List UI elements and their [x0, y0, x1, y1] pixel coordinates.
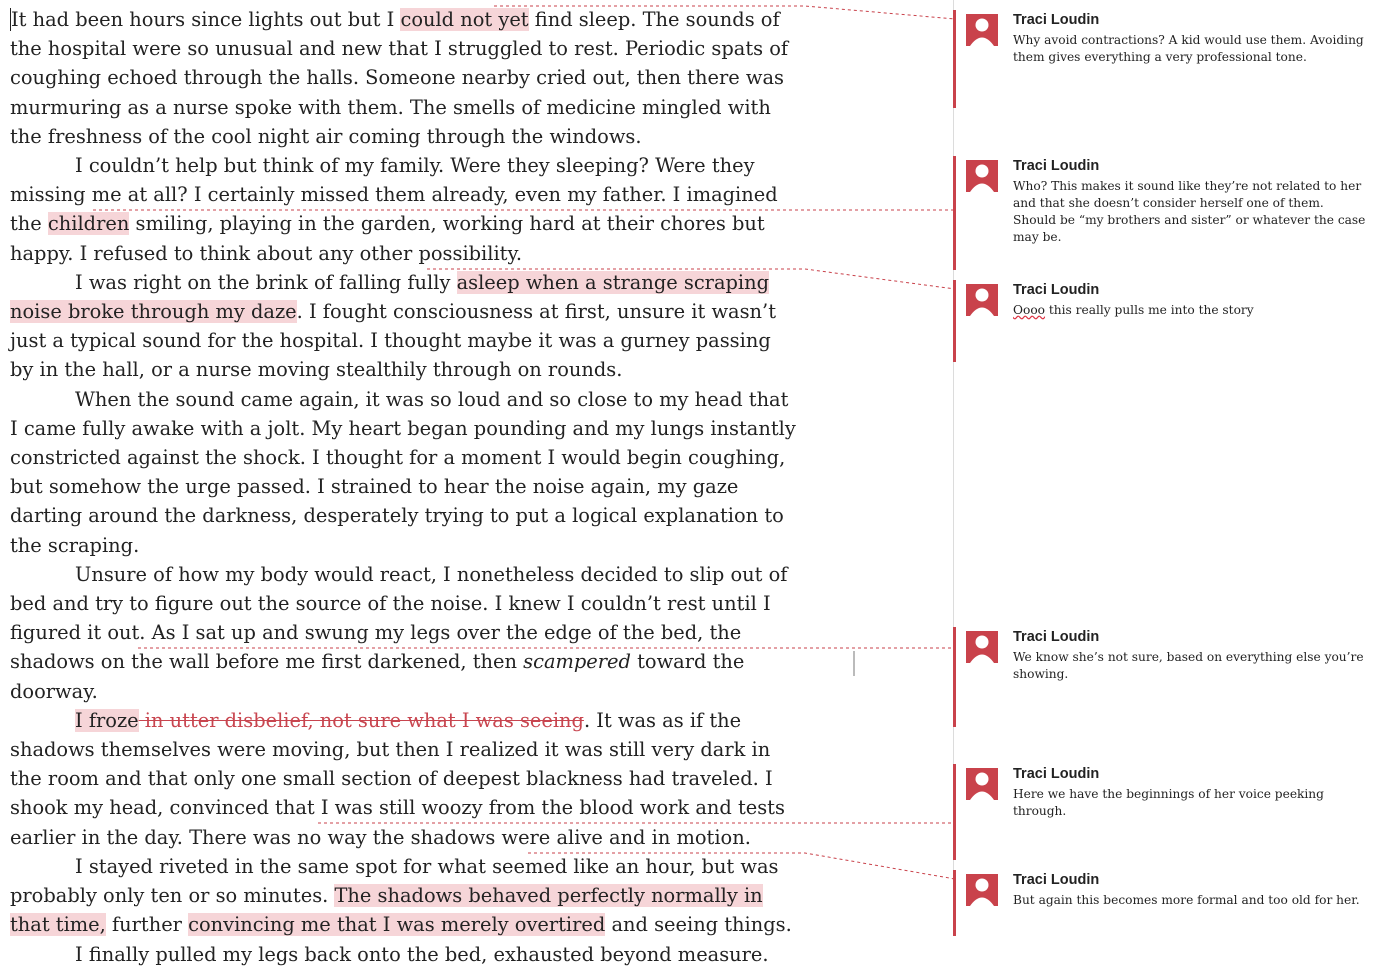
comment-3[interactable] — [953, 280, 1373, 362]
comment-bar — [953, 10, 956, 108]
user-avatar-icon — [966, 631, 998, 663]
paragraph-4: When the sound came again, it was so loud and so close to my head that I came fully awake with a jolt. My heart began pounding and my lungs instantly constricted against the shock. I thought for a moment I would begin coughing, but somehow the urge passed. I strained to hear the noise again, my gaze darting around the darkness, desperately trying to put a logical explanation to the scraping. — [10, 387, 796, 557]
paragraph-3: I was right on the brink of falling fully asleep when a strange scraping noise broke through my daze. I fought consciousness at first, unsure it wasn’t just a typical sound for the hospital. I thought maybe it was a gurney passing by in the hall, or a nurse moving stealthily through on rounds. — [10, 270, 777, 382]
comment-author: Traci Loudin — [1013, 158, 1100, 174]
user-avatar-icon — [966, 874, 998, 906]
comment-bar — [953, 627, 956, 727]
comment-author: Traci Loudin — [1013, 629, 1100, 645]
comment-author: Traci Loudin — [1013, 766, 1100, 782]
comment-text: Here we have the beginnings of her voice peeking through. — [1013, 787, 1324, 818]
comment-6[interactable] — [953, 870, 1373, 936]
paragraph-5: Unsure of how my body would react, I nonetheless decided to slip out of bed and try to figure out the source of the noise. I knew I couldn’t rest until I figured it out. As I sat up and swung my legs over the edge of the bed, the shadows on the wall before me first darkened, then scampered toward the doorway. — [10, 562, 788, 703]
comment-text: We know she’s not sure, based on everything else you’re showing. — [1013, 650, 1364, 681]
emphasis-text: scampered — [523, 650, 631, 674]
comment-bar — [953, 156, 956, 270]
comment-5[interactable] — [953, 764, 1373, 860]
comment-author: Traci Loudin — [1013, 12, 1100, 28]
comment-text: Oooo this really pulls me into the story — [1013, 303, 1254, 317]
comment-2[interactable] — [953, 156, 1373, 270]
connector-6 — [528, 853, 955, 879]
user-avatar-icon — [966, 284, 998, 316]
comment-text: Why avoid contractions? A kid would use them. Avoiding them gives everything a very professional tone. — [1013, 33, 1364, 64]
comment-bar — [953, 280, 956, 362]
comment-text: Who? This makes it sound like they’re not related to her and that she doesn’t consider herself one of them. Should be “my brothers and sister” or whatever the case may be. — [1013, 179, 1366, 244]
comment-anchor-4[interactable]: I froze — [75, 708, 139, 732]
comment-anchor-1[interactable]: could not yet — [400, 8, 529, 31]
user-avatar-icon — [966, 160, 998, 192]
tracked-deletion[interactable]: in utter disbelief, not sure what I was seeing — [138, 708, 584, 732]
connector-3 — [427, 269, 955, 289]
comment-1[interactable] — [953, 10, 1373, 108]
connector-1 — [494, 6, 955, 19]
comment-bar — [953, 764, 956, 860]
paragraph-1: It had been hours since lights out but I could not yet find sleep. The sounds of the hospital were so unusual and new that I struggled to rest. Periodic spats of coughing echoed through the halls. Someone nearby cried out, then there was murmuring as a nurse spoke with them. The smells of medicine mingled with the freshness of the cool night air coming through the windows. — [10, 8, 789, 148]
user-avatar-icon — [966, 14, 998, 46]
paragraph-6: I froze in utter disbelief, not sure what I was seeing. It was as if the shadows themselves were moving, but then I realized it was still very dark in the room and that only one small section of deepest blackness had traveled. I shook my head, convinced that I was still woozy from the blood work and tests earlier in the day. There was no way the shadows were alive and in motion. — [10, 708, 785, 849]
user-avatar-icon — [966, 768, 998, 800]
comment-anchor-6[interactable]: convincing me that I was merely overtired — [188, 913, 606, 937]
comment-anchor-2[interactable]: children — [47, 212, 130, 236]
paragraph-7: I stayed riveted in the same spot for what seemed like an hour, but was probably only ten or so minutes. The shadows behaved perfectly normally in that time, further convincing me that I was merely overtired and seeing things. — [10, 854, 792, 937]
comment-author: Traci Loudin — [1013, 282, 1100, 298]
paragraph-2: I couldn’t help but think of my family. Were they sleeping? Were they missing me at all? I certainly missed them already, even my father. I imagined the children smiling, playing in the garden, working hard at their chores but happy. I refused to think about any other possibility. — [10, 154, 778, 265]
paragraph-8: I finally pulled my legs back onto the bed, exhausted beyond measure. — [75, 942, 769, 966]
comment-anchor-3[interactable]: asleep when a strange scraping noise broke through my daze — [10, 270, 770, 324]
spelling-error[interactable]: Oooo — [1013, 303, 1046, 317]
comment-author: Traci Loudin — [1013, 872, 1100, 888]
comment-4[interactable] — [953, 627, 1373, 727]
comment-anchor-5[interactable]: The shadows behaved perfectly normally in that time, — [10, 884, 763, 937]
comment-text: But again this becomes more formal and too old for her. — [1013, 893, 1360, 907]
comment-bar — [953, 870, 956, 936]
